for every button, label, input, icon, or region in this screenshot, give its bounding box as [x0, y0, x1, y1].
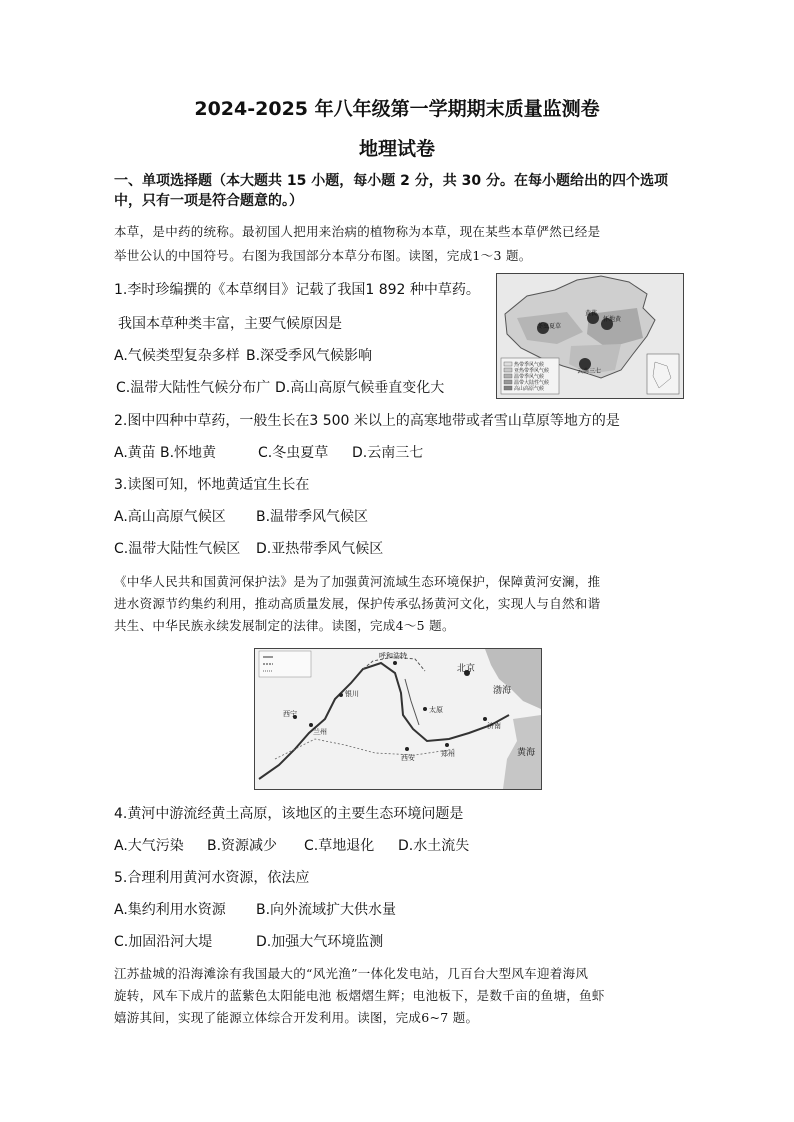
q2-option-c: C.冬虫夏草 — [258, 445, 329, 461]
yellow-river-map — [254, 648, 542, 790]
q1-stem-line1: 1.李时珍编撰的《本草纲目》记载了我国1 892 种中草药。 — [114, 282, 480, 298]
map1-label-huaidihuang: 怀地黄 — [603, 316, 622, 323]
section-heading-line1: 一、单项选择题（本大题共 15 小题，每小题 2 分，共 30 分。在每小题给出的四个选项 — [114, 173, 668, 189]
map1-legend-3: 温带季风气候 — [514, 374, 545, 380]
q1-option-b: B.深受季风气候影响 — [246, 348, 373, 364]
q3-option-c: C.温带大陆性气候区 — [114, 541, 241, 557]
map1-label-huangqi: 黄芪 — [585, 310, 598, 317]
map1-label-sanqi: 云南三七 — [577, 368, 602, 375]
q2-stem: 2.图中四种中草药，一般生长在3 500 米以上的高寒地带或者雪山草原等地方的是 — [114, 413, 620, 429]
passage3-line2: 旋转，风车下成片的蓝紫色太阳能电池 板熠熠生辉；电池板下，是数千亩的鱼塘，鱼虾 — [114, 988, 605, 1003]
map2-label-yinchuan: 银川 — [345, 690, 359, 698]
q3-stem: 3.读图可知，怀地黄适宜生长在 — [114, 477, 310, 493]
q1-option-d: D.高山高原气候垂直变化大 — [275, 380, 445, 396]
q2-option-d: D.云南三七 — [352, 445, 424, 461]
q4-stem: 4.黄河中游流经黄土高原，该地区的主要生态环境问题是 — [114, 806, 464, 822]
map2-label-hohhot: 呼和浩特 — [379, 652, 407, 660]
q3-option-b: B.温带季风气候区 — [256, 509, 369, 525]
q5-option-d: D.加强大气环境监测 — [256, 934, 384, 950]
map2-label-jinan: 济南 — [487, 722, 501, 730]
exam-subtitle: 地理试卷 — [358, 138, 435, 160]
q4-option-d: D.水土流失 — [398, 838, 470, 854]
map2-label-huanghai: 黄海 — [517, 748, 536, 758]
q1-stem-line2: 我国本草种类丰富，主要气候原因是 — [118, 316, 342, 332]
q5-stem: 5.合理利用黄河水资源，依法应 — [114, 870, 310, 886]
q1-option-c: C.温带大陆性气候分布广 — [116, 380, 271, 396]
map2-label-zhengzhou: 郑州 — [441, 750, 455, 758]
passage1-line1: 本草，是中药的统称。最初国人把用来治病的植物称为本草，现在某些本草俨然已经是 — [114, 224, 601, 239]
map2-label-lanzhou: 兰州 — [313, 728, 327, 736]
map2-label-beijing: 北京 — [457, 664, 476, 674]
q5-option-a: A.集约利用水资源 — [114, 902, 226, 918]
map2-label-bohai: 渤海 — [493, 686, 512, 696]
passage2-line2: 进水资源节约集约利用，推动高质量发展，保护传承弘扬黄河文化，实现人与自然和谐 — [114, 596, 601, 611]
map1-legend-1: 热带季风气候 — [514, 362, 545, 368]
passage2-line3: 共生、中华民族永续发展制定的法律。读图，完成4～5 题。 — [114, 618, 455, 633]
q3-option-d: D.亚热带季风气候区 — [256, 541, 384, 557]
herb-distribution-map — [496, 273, 684, 399]
q1-option-a: A.气候类型复杂多样 — [114, 348, 240, 364]
map1-legend-2: 亚热带季风气候 — [514, 368, 550, 374]
q5-option-c: C.加固沿河大堤 — [114, 934, 213, 950]
exam-title: 2024-2025 年八年级第一学期期末质量监测卷 — [194, 98, 600, 120]
passage2-line1: 《中华人民共和国黄河保护法》是为了加强黄河流域生态环境保护，保障黄河安澜，推 — [114, 574, 601, 589]
map1-label-cordyceps: 冬虫夏草 — [537, 323, 562, 330]
section-heading-line2: 中，只有一项是符合题意的。） — [114, 193, 303, 209]
q4-option-c: C.草地退化 — [304, 838, 375, 854]
passage1-line2: 举世公认的中国符号。右图为我国部分本草分布图。读图，完成1～3 题。 — [114, 248, 532, 263]
map1-legend-4: 温带大陆性气候 — [514, 380, 550, 386]
q4-option-a: A.大气污染 — [114, 838, 184, 854]
q2-option-a: A.黄苗 — [114, 445, 156, 461]
q4-option-b: B.资源减少 — [207, 838, 278, 854]
q5-option-b: B.向外流域扩大供水量 — [256, 902, 397, 918]
map2-label-taiyuan: 太原 — [429, 706, 443, 714]
q3-option-a: A.高山高原气候区 — [114, 509, 226, 525]
map1-legend-5: 高山高原气候 — [514, 386, 545, 392]
map2-label-xian: 西安 — [401, 754, 415, 762]
passage3-line1: 江苏盐城的沿海滩涂有我国最大的“风光渔”一体化发电站，几百台大型风车迎着海风 — [114, 966, 589, 981]
map2-label-xining: 西宁 — [283, 710, 297, 718]
q2-option-b: B.怀地黄 — [160, 445, 217, 461]
passage3-line3: 嬉游其间，实现了能源立体综合开发利用。读图，完成6~7 题。 — [114, 1010, 479, 1025]
